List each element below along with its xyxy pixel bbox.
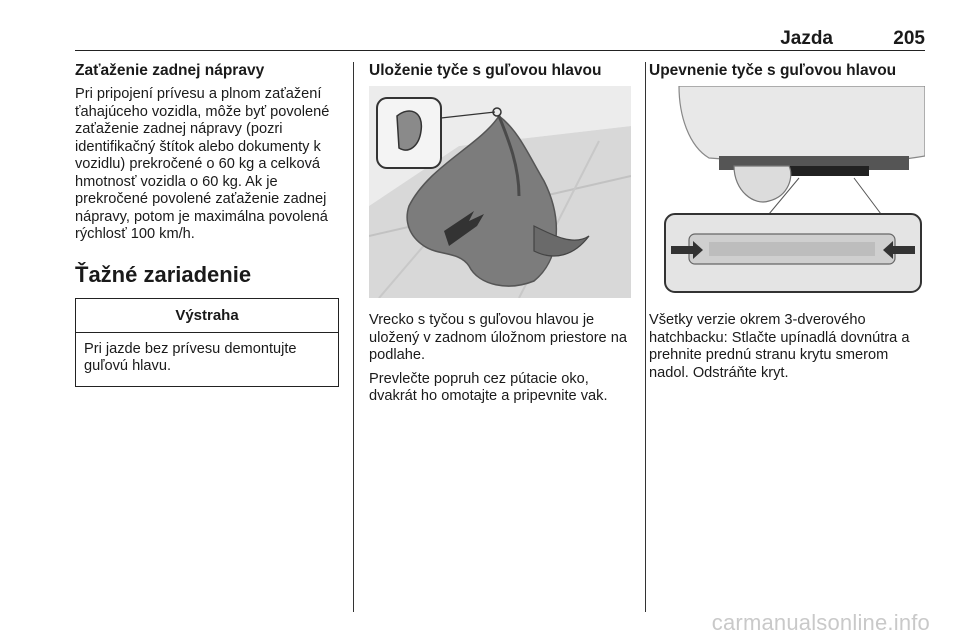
page-number: 205: [893, 28, 925, 49]
mounting-heading: Upevnenie tyče s guľovou hlavou: [649, 62, 897, 79]
storage-paragraph-1: Vrecko s tyčou s guľovou hlavou je uložený v zadnom úložnom priestore na podlahe.: [369, 312, 627, 363]
warning-title: Výstraha: [76, 299, 338, 333]
column-divider: [353, 62, 354, 612]
section-title: Jazda: [780, 28, 833, 49]
column-left: [75, 62, 340, 387]
towing-section-heading: Ťažné zariadenie: [75, 261, 252, 287]
warning-text: Pri jazde bez prívesu demontujte guľovú hlavu.: [84, 340, 297, 374]
mounting-paragraph: Všetky verzie okrem 3-dverového hatchbacku: Stlačte upínadlá dovnútra a prehnite prednú stranu krytu smerom nadol. Odstráňte kryt.: [649, 312, 910, 381]
rear-axle-paragraph: Pri pripojení prívesu a plnom zaťažení ťahajúceho vozidla, môže byť povolené zaťaženie zadnej nápravy (pozri identifikačný štítok alebo dokumenty k vozidlu) prekročené o 60 kg a celková hmotnosť vozidla o 60 kg. Ak je prekročené povolené zaťaženie zadnej nápravy, potom je maximálna povolená rýchlosť 100 km/h.: [75, 86, 330, 242]
warning-box: [75, 298, 339, 387]
bumper-cover-illustration: [649, 86, 925, 298]
storage-heading: Uloženie tyče s guľovou hlavou: [369, 62, 602, 79]
column-right: [649, 62, 929, 388]
storage-bag-illustration: [369, 86, 631, 298]
column-middle: [369, 62, 635, 412]
column-divider: [645, 62, 646, 612]
page-header: [75, 28, 925, 51]
watermark: carmanualsonline.info: [711, 610, 930, 635]
rear-axle-heading: Zaťaženie zadnej nápravy: [75, 62, 265, 79]
storage-paragraph-2: Prevlečte popruh cez pútacie oko, dvakrát ho omotajte a pripevnite vak.: [369, 370, 608, 404]
